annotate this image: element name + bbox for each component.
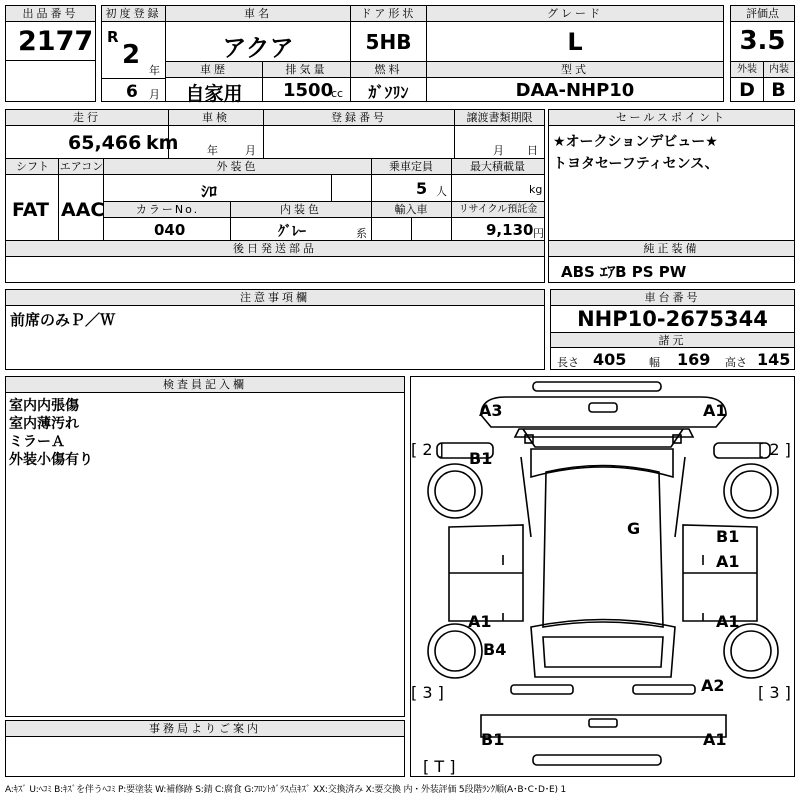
car-name: アクア	[222, 34, 294, 62]
displacement-label: 排気量	[263, 62, 350, 78]
door-box	[350, 5, 427, 62]
month-unit: 月	[149, 88, 160, 101]
later-parts-box	[5, 240, 545, 283]
grade-label: グレード	[427, 6, 723, 22]
dimensions-label: 諸元	[551, 332, 794, 348]
notes-box	[5, 289, 545, 370]
lot-blank-box	[5, 60, 96, 102]
exterior-interior-box	[730, 61, 795, 102]
sales-point-1: ★オークションデビュー★	[553, 134, 718, 150]
panel-label-3-right: [ 3 ]	[758, 683, 791, 702]
transfer-month-unit: 月	[493, 144, 504, 157]
model-label: 型式	[427, 62, 723, 78]
length: 405	[593, 350, 627, 369]
inspector-note-4: 外装小傷有り	[9, 452, 93, 468]
car-diagram	[410, 376, 795, 777]
sales-point-2: トヨタセーフティセンス、	[553, 156, 719, 172]
damage-mark-b1-right: B1	[716, 527, 740, 546]
panel-label-2-right: [ 2 ]	[758, 440, 791, 459]
mileage-label: 走行	[6, 110, 168, 126]
model-box	[426, 61, 724, 102]
panel-label-t: [ T ]	[423, 757, 456, 776]
car-name-label: 車名	[166, 6, 350, 22]
registration-month: 6	[126, 82, 138, 102]
mileage: 65,466	[68, 132, 142, 154]
inspector-note-3: ミラーＡ	[9, 434, 65, 450]
lot-number: 2177	[18, 26, 94, 57]
damage-mark-b1-front-left: B1	[469, 449, 493, 468]
exterior-grade: D	[739, 79, 755, 101]
exterior-color: ｼﾛ	[201, 182, 218, 201]
history-label: 車歴	[166, 62, 262, 78]
inspector-note-2: 室内薄汚れ	[9, 416, 79, 432]
capacity: 5	[416, 179, 428, 198]
damage-mark-a1-rear: A1	[703, 730, 727, 749]
score: 3.5	[739, 26, 786, 56]
transfer-deadline-box	[454, 109, 545, 159]
panel-label-2-left: [ 2 ]	[411, 440, 444, 459]
sales-point-label: セールスポイント	[549, 110, 794, 126]
door-label: ドア形状	[351, 6, 426, 22]
max-load-unit: kg	[529, 183, 543, 196]
shift: FAT	[12, 199, 49, 221]
height: 145	[757, 350, 791, 369]
interior-color-label: 内装色	[231, 202, 371, 218]
length-label: 長さ	[557, 356, 579, 369]
max-load-label: 最大積載量	[451, 159, 544, 175]
door-shape: 5HB	[365, 30, 412, 54]
sales-point-box	[548, 109, 795, 241]
fuel-box	[350, 61, 427, 102]
chassis-box	[550, 289, 795, 370]
chassis-number: NHP10-2675344	[577, 307, 768, 331]
inspector-box	[5, 376, 405, 717]
equipment: ABS ｴｱB PS PW	[561, 263, 687, 281]
score-label: 評価点	[731, 6, 794, 22]
cc-unit: cc	[331, 87, 344, 100]
shift-label: シフト	[6, 159, 59, 175]
lot-number-label: 出品番号	[6, 6, 95, 22]
registration-year: 2	[122, 40, 141, 70]
damage-mark-g: G	[627, 519, 641, 538]
inspection-year-unit: 年	[207, 144, 218, 157]
notes-label: 注意事項欄	[6, 290, 544, 306]
damage-mark-a1-right-2: A1	[716, 612, 740, 631]
recycle-fee: 9,130	[486, 221, 534, 239]
car-diagram-drawing	[411, 377, 794, 776]
spec-block	[5, 158, 545, 241]
recycle-unit: 円	[533, 227, 544, 240]
equipment-label: 純正装備	[549, 241, 794, 257]
interior-grade: B	[771, 79, 786, 101]
capacity-label: 乗車定員	[371, 159, 451, 175]
later-parts-label: 後日発送部品	[6, 241, 544, 257]
damage-mark-a3: A3	[479, 401, 503, 420]
year-unit: 年	[149, 64, 160, 77]
first-registration-label: 初度登録	[102, 6, 165, 22]
mileage-box	[5, 109, 179, 159]
office-label: 事務局よりご案内	[6, 721, 404, 737]
transfer-deadline-label: 譲渡書類期限	[455, 110, 544, 126]
damage-mark-a2: A2	[701, 676, 725, 695]
notes: 前席のみＰ／Ｗ	[10, 311, 116, 329]
import-label: 輸入車	[371, 202, 451, 218]
damage-mark-a1-left: A1	[468, 612, 492, 631]
exterior-grade-label: 外装	[731, 62, 763, 78]
interior-color-suffix: 系	[356, 227, 367, 240]
car-name-box	[165, 5, 351, 62]
damage-mark-a1-front: A1	[703, 401, 727, 420]
history-box	[165, 61, 263, 105]
score-box	[730, 5, 795, 62]
model: DAA-NHP10	[515, 80, 635, 101]
air-conditioner: AAC	[61, 199, 105, 221]
lot-number-box	[5, 5, 96, 61]
damage-mark-b4: B4	[483, 640, 507, 659]
interior-grade-label: 内装	[763, 62, 794, 78]
damage-mark-a1-right-1: A1	[716, 552, 740, 571]
displacement-box	[262, 61, 351, 102]
grade: L	[567, 28, 583, 56]
office-box	[5, 720, 405, 777]
height-label: 高さ	[725, 356, 747, 369]
inspector-label: 検査員記入欄	[6, 377, 404, 393]
km-unit: km	[146, 132, 179, 154]
exterior-color-label: 外装色	[104, 159, 371, 175]
inspection-month-unit: 月	[245, 144, 256, 157]
displacement: 1500	[283, 80, 334, 101]
history: 自家用	[185, 83, 243, 105]
fuel: ｶﾞｿﾘﾝ	[368, 83, 409, 102]
width: 169	[677, 350, 711, 369]
width-label: 幅	[649, 356, 660, 369]
color-number: 040	[154, 221, 186, 239]
panel-label-3-left: [ 3 ]	[411, 683, 444, 702]
fuel-label: 燃料	[351, 62, 426, 78]
interior-color: ｸﾞﾚｰ	[278, 224, 306, 240]
grade-box	[426, 5, 724, 62]
transfer-day-unit: 日	[527, 144, 538, 157]
ac-label: エアコン	[59, 160, 104, 173]
first-registration-box	[101, 5, 166, 102]
chassis-label: 車台番号	[551, 290, 794, 306]
legend: A:ｷｽﾞ U:ﾍｺﾐ B:ｷｽﾞを伴うﾍｺﾐ P:要塗装 W:補修跡 S:錆 C:腐食 G:ﾌﾛﾝﾄｶﾞﾗｽ点ｷｽﾞ XX:交換済み X:要交換 内・外装評価 5段階ﾗﾝｸ順(A･B･C･D･E) 1	[5, 785, 566, 795]
equipment-box	[548, 240, 795, 283]
registration-number-box	[263, 109, 455, 159]
inspection-box	[168, 109, 264, 159]
color-number-label: カラーNo.	[104, 202, 231, 218]
damage-mark-b1-rear: B1	[481, 730, 505, 749]
registration-number-label: 登録番号	[264, 110, 454, 126]
inspector-note-1: 室内内張傷	[9, 398, 79, 414]
capacity-unit: 人	[436, 185, 447, 198]
era: R	[107, 28, 119, 46]
recycle-label: リサイクル預託金	[452, 202, 544, 218]
inspection-label: 車検	[169, 110, 263, 126]
